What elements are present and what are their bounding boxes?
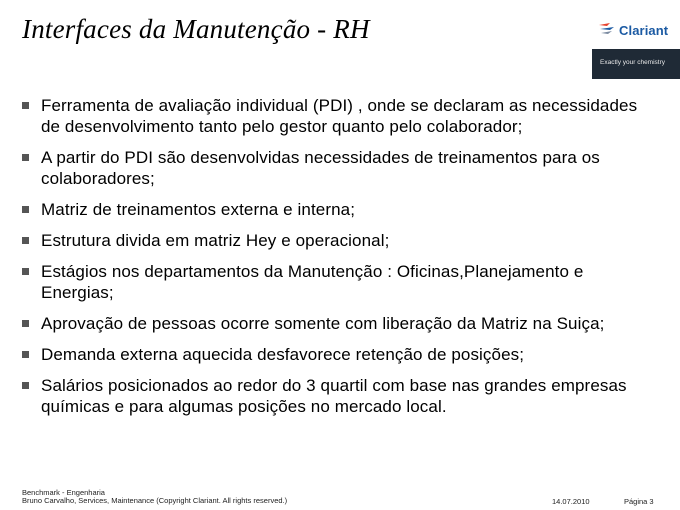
bullet-item — [22, 199, 662, 220]
bullet-item — [22, 261, 662, 303]
bullet-text: Estágios nos departamentos da Manutenção : Oficinas,Planejamento e Energias; — [41, 262, 584, 302]
bullet-square-icon — [22, 382, 29, 389]
bullet-list — [22, 95, 662, 427]
bullet-item — [22, 375, 662, 417]
bullet-text: Ferramenta de avaliação individual (PDI) , onde se declaram as necessidades de desenvolvimento tanto pelo gestor quanto pelo colaborador; — [41, 96, 638, 136]
bullet-square-icon — [22, 206, 29, 213]
footer-line-1: Benchmark - Engenharia — [22, 488, 105, 497]
brand-tagline-box — [592, 49, 680, 79]
brand-name: Clariant — [619, 23, 669, 38]
footer-source — [22, 489, 287, 505]
bullet-item — [22, 95, 662, 137]
footer-page-number: Página 3 — [624, 497, 654, 506]
bullet-text: Demanda externa aquecida desfavorece retenção de posições; — [41, 345, 525, 364]
bullet-square-icon — [22, 102, 29, 109]
bullet-item — [22, 344, 662, 365]
bullet-text: Aprovação de pessoas ocorre somente com liberação da Matriz na Suiça; — [41, 314, 605, 333]
bullet-square-icon — [22, 351, 29, 358]
clariant-logo-icon — [598, 22, 616, 36]
bullet-square-icon — [22, 320, 29, 327]
bullet-square-icon — [22, 237, 29, 244]
bullet-text: Estrutura divida em matriz Hey e operacional; — [41, 231, 390, 250]
bullet-square-icon — [22, 154, 29, 161]
bullet-text: Matriz de treinamentos externa e interna; — [41, 200, 356, 219]
bullet-item — [22, 313, 662, 334]
footer-date: 14.07.2010 — [552, 497, 590, 506]
bullet-text: A partir do PDI são desenvolvidas necessidades de treinamentos para os colaboradores; — [41, 148, 600, 188]
slide-title: Interfaces da Manutenção - RH — [22, 14, 370, 44]
bullet-text: Salários posicionados ao redor do 3 quartil com base nas grandes empresas químicas e para algumas posições no mercado local. — [41, 376, 627, 416]
bullet-item — [22, 147, 662, 189]
bullet-square-icon — [22, 268, 29, 275]
brand-tagline: Exactly your chemistry — [600, 59, 666, 66]
footer-line-2: Bruno Carvalho, Services, Maintenance (Copyright Clariant. All rights reserved.) — [22, 496, 288, 505]
bullet-item — [22, 230, 662, 251]
